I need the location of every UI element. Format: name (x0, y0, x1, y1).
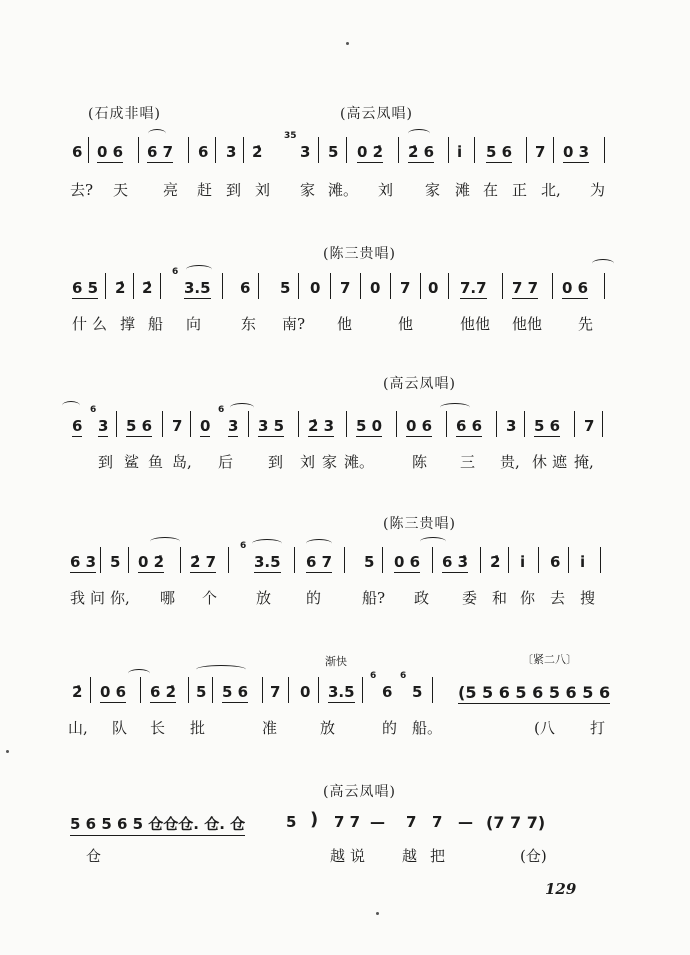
lyric: 三 (460, 453, 476, 471)
lyric: 鲨 (124, 453, 140, 471)
lyrics-line (0, 587, 690, 611)
note: 0 (310, 279, 321, 297)
note: 6 (72, 143, 83, 161)
lyric: 刘 (300, 453, 316, 471)
note: 3 (506, 417, 517, 435)
lyrics-line (0, 179, 690, 203)
note: 3 (98, 417, 109, 435)
lyric: 政 (414, 589, 430, 607)
note: 6 2̇ (150, 683, 177, 701)
note: 0 6 (406, 417, 433, 435)
note: 5 (196, 683, 207, 701)
bar-line (480, 547, 481, 573)
bar-line (180, 547, 181, 573)
bar-line (128, 547, 129, 573)
note: 2̇ (142, 279, 153, 297)
grace-note: 6 (400, 671, 407, 681)
bar-line (88, 137, 89, 163)
bar-line (574, 411, 575, 437)
slur (408, 129, 430, 138)
note: i̇ (520, 553, 526, 571)
note: 0 3 (563, 143, 590, 161)
note: 7 (172, 417, 183, 435)
slur (196, 665, 246, 674)
note: 0 (300, 683, 311, 701)
bar-line (100, 547, 101, 573)
note: 0 6 (97, 143, 124, 161)
bar-line (496, 411, 497, 437)
note: 7 (400, 279, 411, 297)
note: 0 2̇ (138, 553, 165, 571)
lyric: 亮 (163, 181, 179, 199)
note: 6 5 (72, 279, 99, 297)
lyric: 他 (398, 315, 414, 333)
lyric: 家 (322, 453, 338, 471)
note: 7 (270, 683, 281, 701)
slur (592, 259, 614, 268)
lyric: 的 (306, 589, 322, 607)
lyric: 去? (70, 181, 94, 199)
note: 7 (406, 813, 417, 831)
note: 7 7 (512, 279, 539, 297)
note: (7 7 7) (486, 813, 546, 832)
singer-label: (高云凤唱) (323, 784, 396, 800)
scan-speck (6, 750, 9, 753)
lyric: 到 (268, 453, 284, 471)
bar-line (160, 273, 161, 299)
singer-label: (石成非唱) (88, 106, 161, 122)
bar-line (432, 547, 433, 573)
bar-line (258, 273, 259, 299)
note: 6 (382, 683, 393, 701)
bar-line (362, 677, 363, 703)
lyric: 船 (148, 315, 164, 333)
slur (150, 537, 180, 546)
section-marking: 〔紧二八〕 (522, 653, 577, 666)
grace-note: 6 (90, 405, 97, 415)
lyric: 准 (262, 719, 278, 737)
note: 0 6 (562, 279, 589, 297)
note: 3.5 (184, 279, 211, 297)
lyric: 长 (150, 719, 166, 737)
grace-note: 35 (284, 131, 297, 141)
bar-line (382, 547, 383, 573)
bar-line (288, 677, 289, 703)
lyric: 批 (190, 719, 206, 737)
note: 2̇ (490, 553, 501, 571)
page-number: 129 (545, 880, 577, 898)
slur (306, 539, 332, 548)
bar-line (105, 273, 106, 299)
lyric: 他他 (512, 315, 543, 333)
note: 3 (300, 143, 311, 161)
note: 0 2̇ (357, 143, 384, 161)
lyric: 打 (590, 719, 606, 737)
note: 6 3 (70, 553, 97, 571)
bar-line (448, 137, 449, 163)
notation-line (0, 267, 690, 303)
note: 6 (198, 143, 209, 161)
lyrics-line (0, 845, 690, 869)
note: 3.5 (254, 553, 281, 571)
note: 0 (428, 279, 439, 297)
scan-speck (346, 42, 349, 45)
note: 5 6 (222, 683, 249, 701)
note: — (458, 813, 473, 831)
lyric: 家 (300, 181, 316, 199)
lyric: 仓 (86, 847, 102, 865)
note: 2̇ (72, 683, 83, 701)
lyric: 滩 (455, 181, 471, 199)
lyrics-line (0, 451, 690, 475)
bar-line (330, 273, 331, 299)
notation-line (0, 405, 690, 441)
note: 5 (286, 813, 297, 831)
bar-line (398, 137, 399, 163)
lyric: 放 (256, 589, 272, 607)
singer-label: (高云凤唱) (383, 376, 456, 392)
bar-line (602, 411, 603, 437)
note: 0 (370, 279, 381, 297)
bar-line (446, 411, 447, 437)
lyric: 遮 (552, 453, 568, 471)
lyric: 把 (430, 847, 446, 865)
bar-line (346, 411, 347, 437)
bar-line (600, 547, 601, 573)
lyrics-line (0, 313, 690, 337)
bar-line (133, 273, 134, 299)
lyric: 船。 (412, 719, 443, 737)
slur (186, 265, 212, 274)
scan-speck (376, 912, 379, 915)
bar-line (526, 137, 527, 163)
note: 5 (328, 143, 339, 161)
lyric: 南? (282, 315, 306, 333)
note: 0 6 (394, 553, 421, 571)
note: 5 (110, 553, 121, 571)
note: 0 (200, 417, 211, 435)
note: 6 7 (147, 143, 174, 161)
bar-line (552, 273, 553, 299)
lyric: 越 (330, 847, 346, 865)
note: 3 (226, 143, 237, 161)
lyric: 岛, (172, 453, 192, 471)
bar-line (140, 677, 141, 703)
bar-line (188, 677, 189, 703)
lyric: 搜 (580, 589, 596, 607)
lyric: 什 (72, 315, 88, 333)
bar-line (508, 547, 509, 573)
note: 7 (535, 143, 546, 161)
note: 5 (412, 683, 423, 701)
lyric: 个 (202, 589, 218, 607)
bar-line (568, 547, 569, 573)
note: 6 (72, 417, 83, 435)
bar-line (604, 137, 605, 163)
lyric: 鱼 (148, 453, 164, 471)
note: — (370, 813, 385, 831)
bar-line (222, 273, 223, 299)
lyric: (仓) (520, 847, 547, 865)
bar-line (420, 273, 421, 299)
slur (62, 401, 80, 410)
singer-label: (高云凤唱) (340, 106, 413, 122)
grace-note: 6 (240, 541, 247, 551)
bar-line (215, 137, 216, 163)
bar-line (116, 411, 117, 437)
bar-line (360, 273, 361, 299)
bar-line (228, 547, 229, 573)
bar-line (188, 137, 189, 163)
slur (252, 539, 282, 548)
bar-line (474, 137, 475, 163)
note: 2̇ 3 (308, 417, 335, 435)
lyric: 他他 (460, 315, 491, 333)
lyric: 为 (590, 181, 606, 199)
note: 2̇ (115, 279, 126, 297)
bar-line (538, 547, 539, 573)
note: 7 (340, 279, 351, 297)
lyric: 说 (350, 847, 366, 865)
bar-line (298, 411, 299, 437)
lyric: 滩。 (328, 181, 359, 199)
note: 6 3̇ (442, 553, 469, 571)
bar-line (604, 273, 605, 299)
lyric: 刘 (378, 181, 394, 199)
lyric: 向 (186, 315, 202, 333)
lyric: 越 (402, 847, 418, 865)
lyrics-line (0, 717, 690, 741)
bar-line (396, 411, 397, 437)
lyric: 你, (110, 589, 130, 607)
bar-line (524, 411, 525, 437)
bar-line (344, 547, 345, 573)
lyric: 山, (68, 719, 88, 737)
note: 2̇ 7 (190, 553, 217, 571)
bar-line (432, 677, 433, 703)
lyric: 去 (550, 589, 566, 607)
note: 7 (432, 813, 443, 831)
bar-line (190, 411, 191, 437)
lyric: 委 (462, 589, 478, 607)
note: 5 (364, 553, 375, 571)
bar-line (298, 273, 299, 299)
note: (5 5 6 5 6 5 6 5 6 (458, 683, 611, 702)
lyric: 问 (90, 589, 106, 607)
bar-line (553, 137, 554, 163)
bar-line (248, 411, 249, 437)
lyric: 先 (578, 315, 594, 333)
singer-label: (陈三贵唱) (383, 516, 456, 532)
bar-line (262, 677, 263, 703)
notation-line (0, 807, 690, 837)
lyric: 陈 (412, 453, 428, 471)
note: 6 (240, 279, 251, 297)
lyric: 船? (362, 589, 386, 607)
notation-line (0, 131, 690, 167)
lyric: 和 (492, 589, 508, 607)
slur (420, 537, 446, 546)
bar-line (318, 137, 319, 163)
note: 5 6 (534, 417, 561, 435)
note: 7 7 (334, 813, 361, 831)
lyric: 北, (541, 181, 561, 199)
lyric: 的 (382, 719, 398, 737)
notation-line (0, 541, 690, 577)
note: 5 6 (126, 417, 153, 435)
note: 7.7 (460, 279, 487, 297)
note: 7 (584, 417, 595, 435)
note: 3 5 (258, 417, 285, 435)
lyric: 正 (512, 181, 528, 199)
lyric: 刘 (255, 181, 271, 199)
grace-note: 6 (218, 405, 225, 415)
singer-label: (陈三贵唱) (323, 246, 396, 262)
note: 2̇ 6 (408, 143, 435, 161)
note: 5 (280, 279, 291, 297)
note: 0 6 (100, 683, 127, 701)
bar-line (294, 547, 295, 573)
lyric: (八 (534, 719, 555, 737)
lyric: 在 (483, 181, 499, 199)
lyric: 撑 (120, 315, 136, 333)
lyric: 贵, (500, 453, 520, 471)
note: i̇ (457, 143, 463, 161)
lyric: 后 (218, 453, 234, 471)
lyric: 哪 (160, 589, 176, 607)
notation-line (0, 671, 690, 707)
lyric: 么 (92, 315, 108, 333)
lyric: 到 (98, 453, 114, 471)
note: i̇ (580, 553, 586, 571)
lyric: 赶 (197, 181, 213, 199)
note: 5 6 (486, 143, 513, 161)
bar-line (502, 273, 503, 299)
lyric: 我 (70, 589, 86, 607)
note: 2̇ (252, 143, 263, 161)
lyric: 掩, (574, 453, 594, 471)
note: 5 0 (356, 417, 383, 435)
note: 5 6 5 6 5 仓仓仓. 仓. 仓 (70, 813, 245, 836)
lyric: 到 (226, 181, 242, 199)
bar-line (390, 273, 391, 299)
lyric: 你 (520, 589, 536, 607)
bar-line (212, 677, 213, 703)
lyric: 东 (241, 315, 257, 333)
note: 3 (228, 417, 239, 435)
note: ) (310, 809, 319, 830)
note: 3.5 (328, 683, 355, 701)
grace-note: 6 (172, 267, 179, 277)
bar-line (318, 677, 319, 703)
note: 6 7 (306, 553, 333, 571)
slur (148, 129, 166, 138)
tempo-marking: 渐快 (325, 655, 347, 668)
bar-line (138, 137, 139, 163)
note: 6 6 (456, 417, 483, 435)
grace-note: 6 (370, 671, 377, 681)
lyric: 他 (337, 315, 353, 333)
slur (230, 403, 254, 412)
lyric: 队 (112, 719, 128, 737)
lyric: 放 (320, 719, 336, 737)
bar-line (162, 411, 163, 437)
bar-line (243, 137, 244, 163)
bar-line (90, 677, 91, 703)
lyric: 家 (425, 181, 441, 199)
bar-line (346, 137, 347, 163)
note: 6 (550, 553, 561, 571)
bar-line (448, 273, 449, 299)
lyric: 天 (113, 181, 129, 199)
lyric: 休 (532, 453, 548, 471)
slur (440, 403, 470, 412)
lyric: 滩。 (344, 453, 375, 471)
slur (128, 669, 150, 678)
